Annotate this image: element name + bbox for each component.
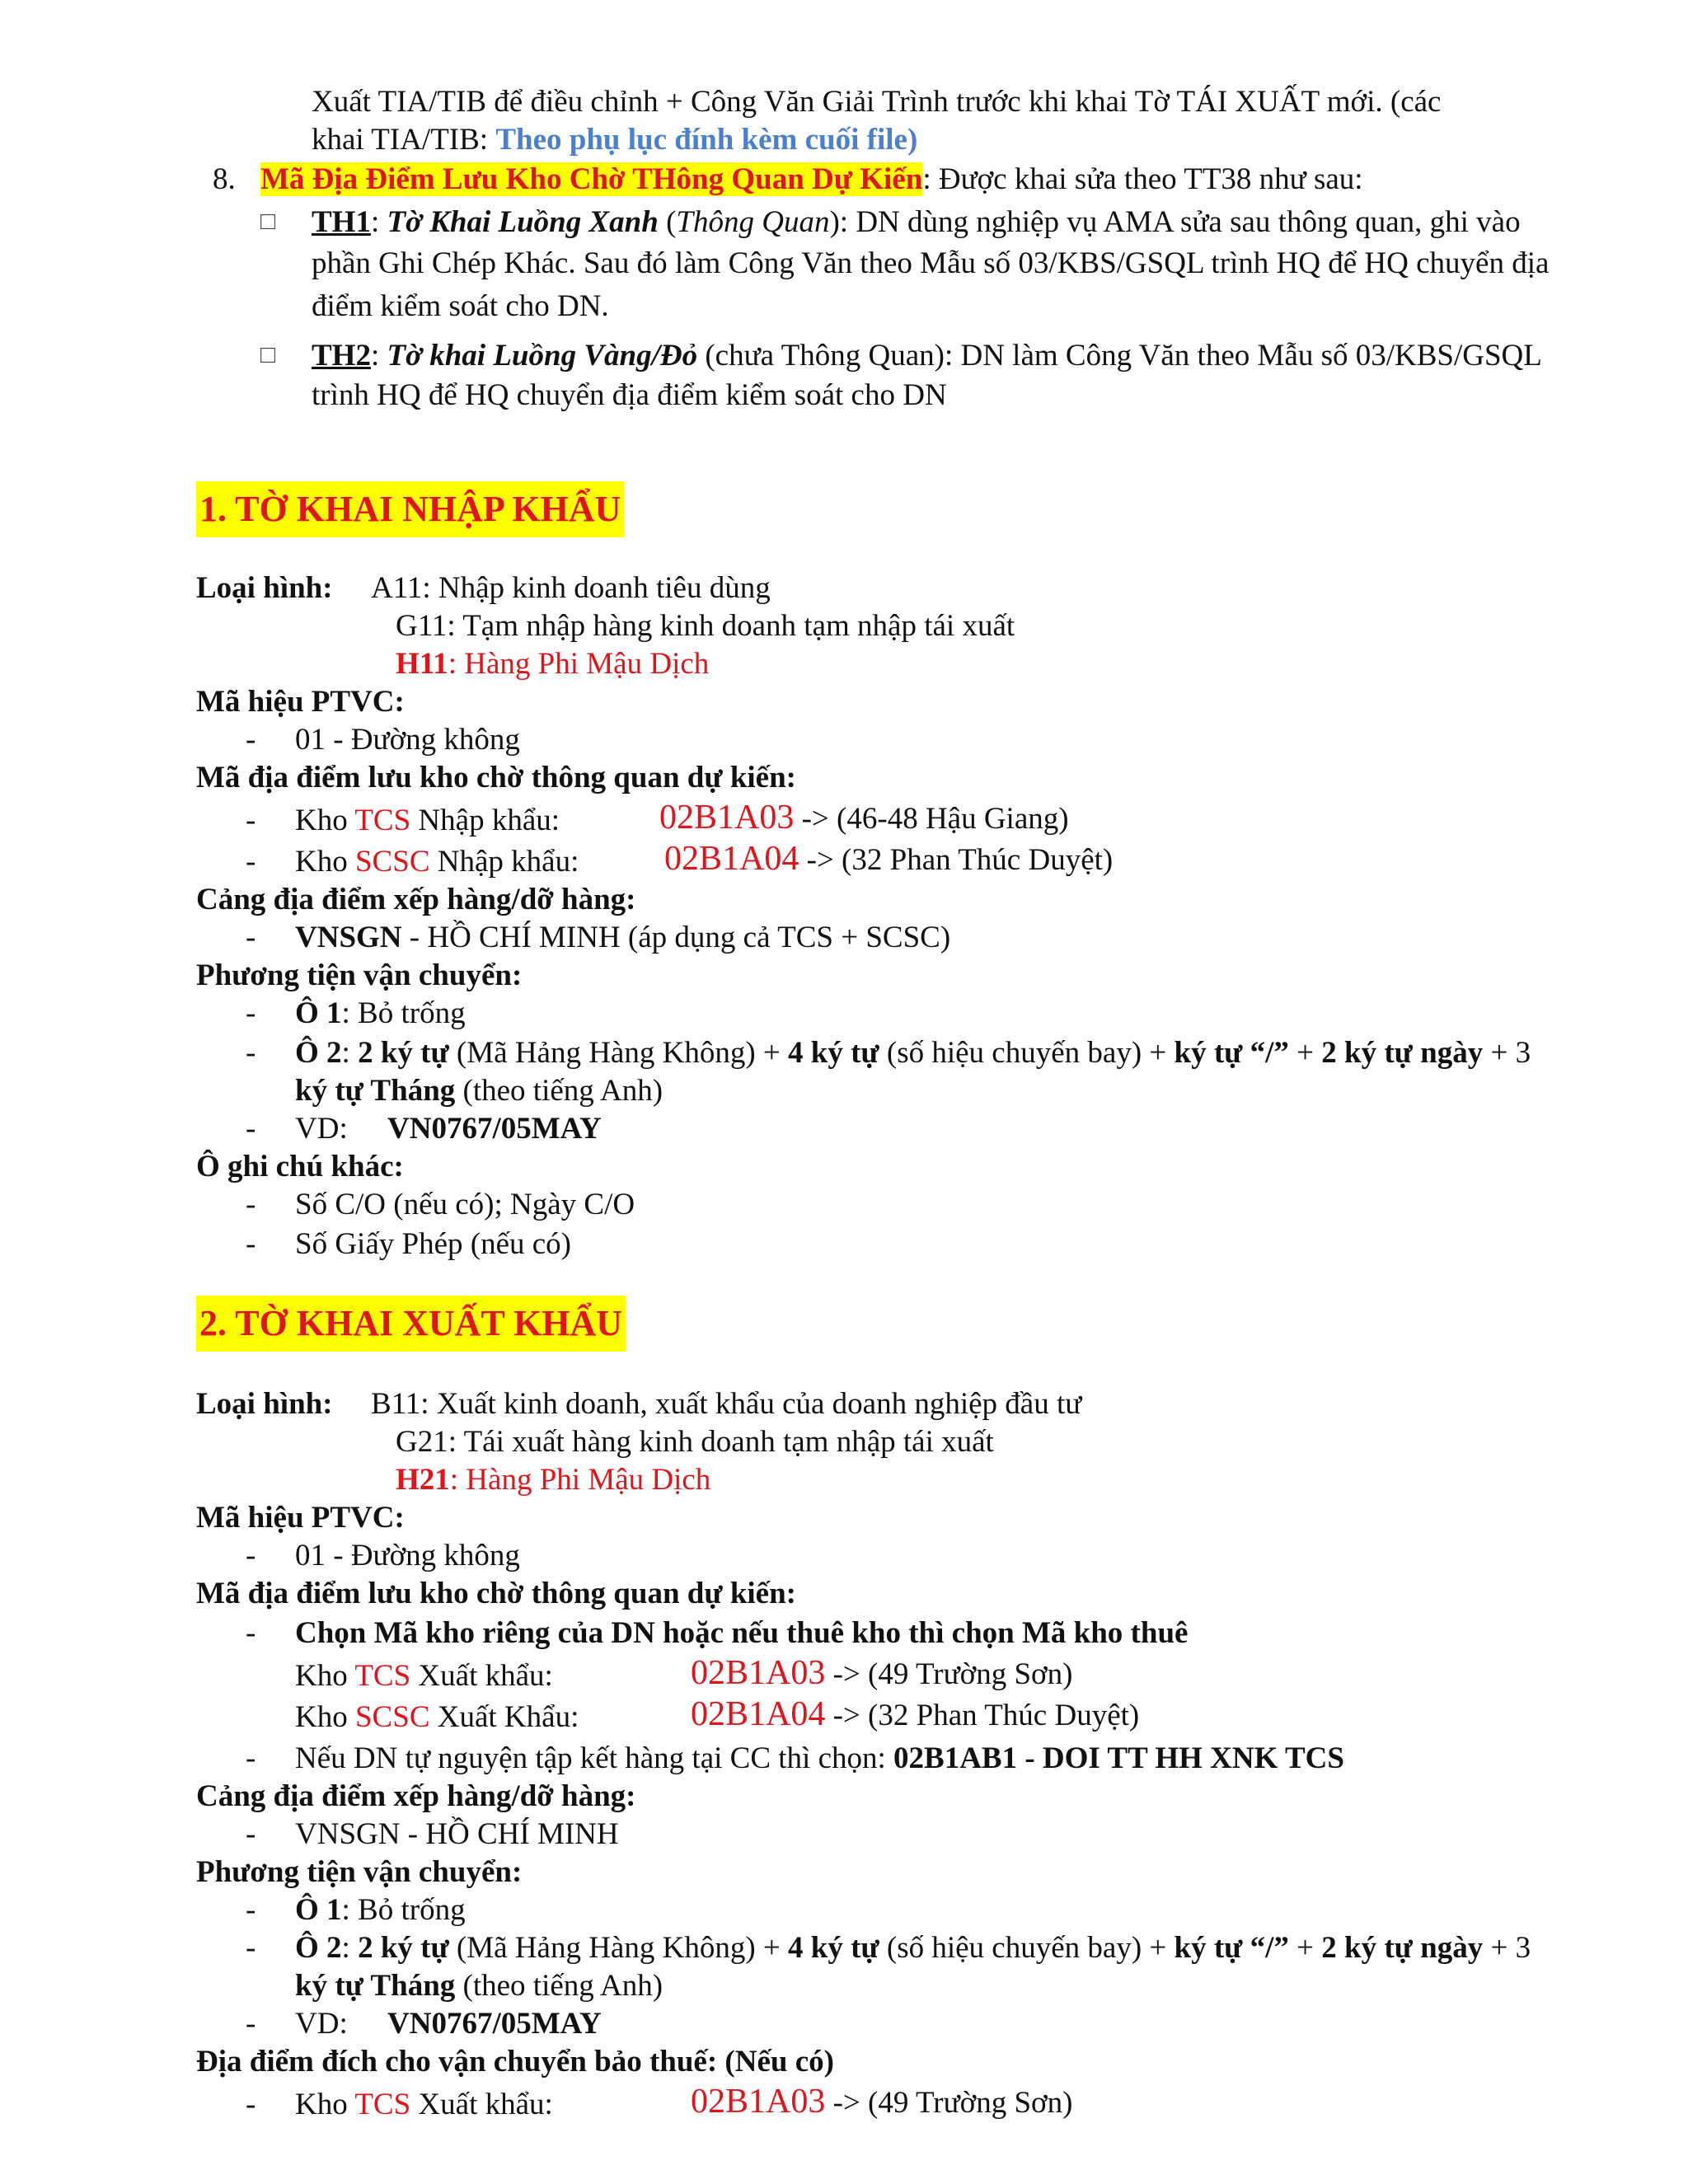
import-ghichu-2: Số Giấy Phép (nếu có) [295, 1227, 571, 1261]
import-cang-1: VNSGN - HỒ CHÍ MINH (áp dụng cả TCS + SCSC) [295, 921, 951, 954]
export-loai-hinh-label: Loại hình: [196, 1387, 333, 1421]
checkbox-icon: □ [260, 341, 276, 368]
th2-label: TH2 [312, 339, 371, 373]
section-header-export: 2. TỜ KHAI XUẤT KHẨU [196, 1296, 626, 1352]
export-lh1: B11: Xuất kinh doanh, xuất khẩu của doanh nghiệp đầu tư [371, 1387, 1082, 1421]
export-lh3: H21: Hàng Phi Mậu Dịch [396, 1463, 711, 1497]
export-kho-2: Kho SCSC Xuất Khẩu: [295, 1700, 579, 1734]
appendix-link[interactable]: Theo phụ lục đính kèm cuối file) [495, 123, 918, 157]
dash: - [246, 723, 256, 757]
import-cang-label: Cảng địa điểm xếp hàng/dỡ hàng: [196, 883, 636, 916]
dash: - [246, 1539, 256, 1572]
export-o2-line-2: ký tự Tháng (theo tiếng Anh) [295, 1969, 663, 2003]
export-lh2: G21: Tái xuất hàng kinh doanh tạm nhập tái xuất [396, 1425, 994, 1459]
export-vd-value: VN0767/05MAY [387, 2007, 602, 2041]
dash: - [246, 804, 256, 837]
import-kho-1-code: 02B1A03 -> (46-48 Hậu Giang) [659, 799, 1069, 837]
import-o1: Ô 1: Bỏ trống [295, 996, 466, 1030]
export-cang-label: Cảng địa điểm xếp hàng/dỡ hàng: [196, 1779, 636, 1813]
import-ptien-label: Phương tiện vận chuyển: [196, 958, 523, 992]
item-8-title: Mã Địa Điểm Lưu Kho Chờ THông Quan Dự Kiến [260, 162, 923, 196]
checkbox-icon: □ [260, 208, 276, 235]
import-loai-hinh-label: Loại hình: [196, 571, 333, 605]
export-o2: Ô 2: 2 ký tự (Mã Hảng Hàng Không) + 4 ký tự (số hiệu chuyến bay) + ký tự “/” + 2 ký tự ngày + 3 [295, 1931, 1531, 1965]
import-kho-2: Kho SCSC Nhập khẩu: [295, 845, 579, 879]
import-kho-1: Kho TCS Nhập khẩu: [295, 804, 560, 837]
export-dich-1-code: 02B1A03 -> (49 Trường Sơn) [691, 2083, 1073, 2121]
dash: - [246, 996, 256, 1030]
import-ghichu-label: Ô ghi chú khác: [196, 1150, 404, 1183]
item-8-desc: : Được khai sửa theo TT38 như sau: [922, 162, 1363, 196]
dash: - [246, 1741, 256, 1775]
export-kho-1-code: 02B1A03 -> (49 Trường Sơn) [691, 1654, 1073, 1692]
dash: - [246, 845, 256, 879]
export-ptvc-1: 01 - Đường không [295, 1539, 520, 1572]
th2-line-2: trình HQ để HQ chuyển địa điểm kiểm soát cho DN [312, 378, 947, 412]
export-kho-3: Nếu DN tự nguyện tập kết hàng tại CC thì chọn: 02B1AB1 - DOI TT HH XNK TCS [295, 1741, 1344, 1775]
import-lh1: A11: Nhập kinh doanh tiêu dùng [371, 571, 771, 605]
import-ptvc-1: 01 - Đường không [295, 723, 520, 757]
dash: - [246, 1112, 256, 1146]
import-ptvc-label: Mã hiệu PTVC: [196, 685, 405, 719]
item-8-number: 8. [213, 162, 236, 196]
th2-line-1: TH2: Tờ khai Luồng Vàng/Đỏ (chưa Thông Quan): DN làm Công Văn theo Mẫu số 03/KBS/GSQL [312, 339, 1542, 373]
import-o2: Ô 2: 2 ký tự (Mã Hảng Hàng Không) + 4 ký tự (số hiệu chuyến bay) + ký tự “/” + 2 ký tự ngày + 3 [295, 1036, 1531, 1070]
export-dich-1: Kho TCS Xuất khẩu: [295, 2088, 553, 2121]
export-kho-1: Kho TCS Xuất khẩu: [295, 1659, 553, 1693]
export-kho-label: Mã địa điểm lưu kho chờ thông quan dự kiến: [196, 1577, 797, 1610]
dash: - [246, 1817, 256, 1851]
dash: - [246, 2088, 256, 2121]
import-vd-label: VD: [295, 1112, 348, 1146]
dash: - [246, 1188, 256, 1221]
intro-line-2 [312, 122, 917, 158]
th1-line-3: điểm kiểm soát cho DN. [312, 289, 609, 323]
intro-line-1: Xuất TIA/TIB để điều chỉnh + Công Văn Giải Trình trước khi khai Tờ TÁI XUẤT mới. (các [312, 85, 1442, 119]
export-dich-label: Địa điểm đích cho vận chuyển bảo thuế: (Nếu có) [196, 2045, 834, 2079]
import-ghichu-1: Số C/O (nếu có); Ngày C/O [295, 1188, 635, 1221]
dash: - [246, 1616, 256, 1650]
dash: - [246, 921, 256, 954]
import-kho-label: Mã địa điểm lưu kho chờ thông quan dự kiến: [196, 761, 797, 794]
dash: - [246, 1893, 256, 1927]
dash: - [246, 1036, 256, 1070]
import-kho-2-code: 02B1A04 -> (32 Phan Thúc Duyệt) [664, 840, 1114, 878]
export-ptvc-label: Mã hiệu PTVC: [196, 1501, 405, 1535]
th1-line-1: TH1: Tờ Khai Luồng Xanh (Thông Quan): DN dùng nghiệp vụ AMA sửa sau thông quan, ghi vào [312, 205, 1521, 239]
import-vd-value: VN0767/05MAY [387, 1112, 602, 1146]
import-o2-line-2: ký tự Tháng (theo tiếng Anh) [295, 1074, 663, 1108]
export-kho-2-code: 02B1A04 -> (32 Phan Thúc Duyệt) [691, 1695, 1140, 1733]
import-lh3: H11: Hàng Phi Mậu Dịch [396, 647, 710, 681]
intro-text: khai TIA/TIB: [312, 123, 496, 157]
export-cang-1: VNSGN - HỒ CHÍ MINH [295, 1817, 619, 1851]
import-lh2: G11: Tạm nhập hàng kinh doanh tạm nhập tái xuất [396, 609, 1015, 643]
dash: - [246, 1931, 256, 1965]
item-8-line [260, 162, 1363, 198]
th1-label: TH1 [312, 205, 371, 239]
dash: - [246, 2007, 256, 2041]
export-kho-intro: Chọn Mã kho riêng của DN hoặc nếu thuê kho thì chọn Mã kho thuê [295, 1616, 1189, 1650]
section-header-import: 1. TỜ KHAI NHẬP KHẨU [196, 481, 624, 537]
dash: - [246, 1227, 256, 1261]
th1-line-2: phần Ghi Chép Khác. Sau đó làm Công Văn theo Mẫu số 03/KBS/GSQL trình HQ để HQ chuyển địa [312, 246, 1550, 280]
export-ptien-label: Phương tiện vận chuyển: [196, 1855, 523, 1889]
export-vd-label: VD: [295, 2007, 348, 2041]
export-o1: Ô 1: Bỏ trống [295, 1893, 466, 1927]
